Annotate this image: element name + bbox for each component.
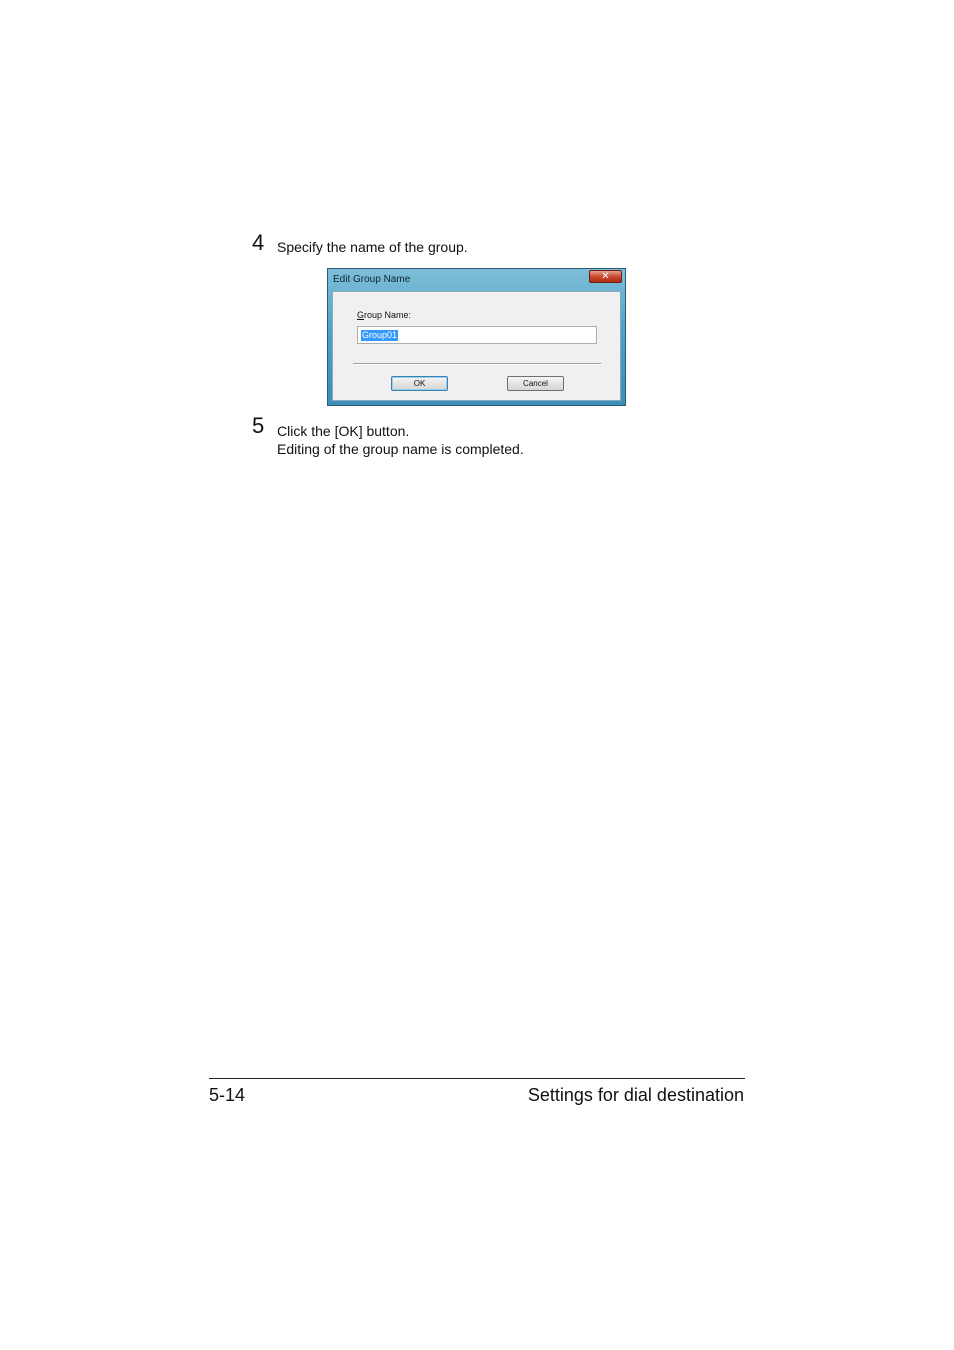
step-result: Editing of the group name is completed. xyxy=(277,441,524,457)
step-instruction: Specify the name of the group. xyxy=(277,239,468,255)
dialog-title: Edit Group Name xyxy=(333,274,411,285)
separator-line xyxy=(353,363,601,365)
step-number: 4 xyxy=(252,230,265,255)
label-text: roup Name: xyxy=(364,310,412,320)
page-number: 5-14 xyxy=(209,1085,246,1105)
cancel-button[interactable]: Cancel xyxy=(507,376,564,391)
ok-button[interactable]: OK xyxy=(391,376,448,391)
step-number: 5 xyxy=(252,413,265,438)
footer-rule xyxy=(209,1078,745,1079)
dialog-body xyxy=(332,291,621,401)
group-name-label xyxy=(357,310,411,321)
close-button[interactable] xyxy=(589,270,622,283)
step-instruction: Click the [OK] button. xyxy=(277,423,410,439)
chapter-title: Settings for dial destination xyxy=(527,1085,744,1105)
edit-group-name-dialog xyxy=(327,268,626,406)
group-name-input[interactable] xyxy=(357,326,597,344)
close-icon: ✕ xyxy=(601,271,610,282)
dialog-titlebar[interactable] xyxy=(328,269,625,291)
group-name-value: Group01 xyxy=(362,330,398,340)
label-mnemonic: G xyxy=(357,310,365,320)
